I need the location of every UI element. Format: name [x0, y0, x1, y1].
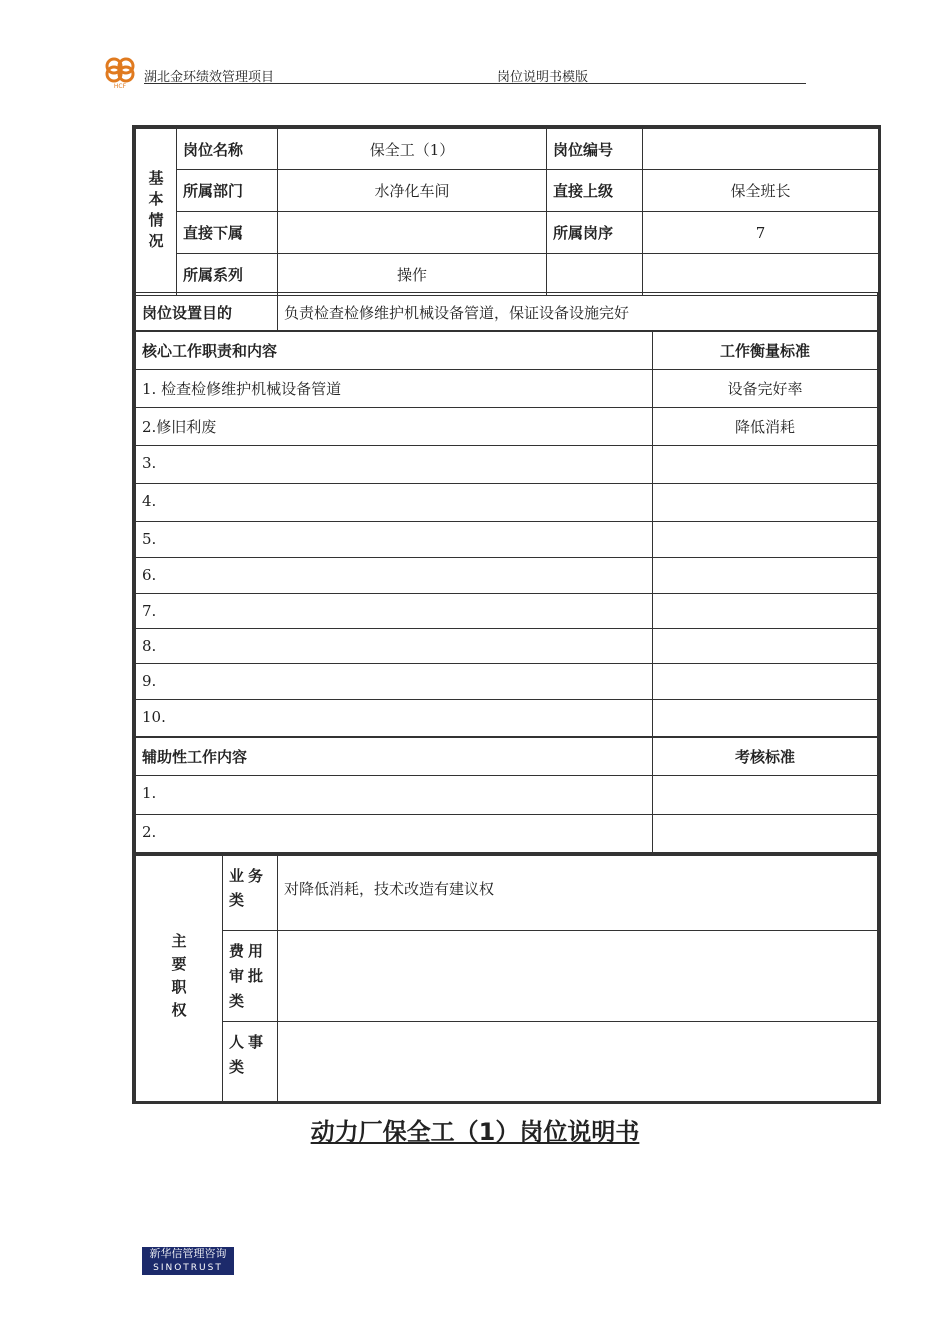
- core-standard-item: [653, 558, 878, 593]
- purpose-label: 岗位设置目的: [136, 293, 278, 332]
- footer-logo: [142, 1247, 234, 1275]
- company-logo: [100, 54, 140, 90]
- powers-section-label: 主要职权: [136, 856, 223, 1102]
- power-value-personnel: [278, 1022, 878, 1102]
- core-duty-item: 2.修旧利废: [136, 407, 653, 445]
- value-direct-superior: 保全班长: [643, 170, 879, 212]
- aux-standard-header: 考核标准: [653, 737, 878, 776]
- aux-duties-table: [132, 736, 881, 853]
- core-standard-item: [653, 521, 878, 557]
- power-category-personnel: 人事类: [223, 1022, 278, 1102]
- footer-logo-line2: SINOTRUST: [153, 1263, 223, 1273]
- aux-standard-item: [653, 776, 878, 814]
- label-series: 所属系列: [177, 254, 278, 296]
- logo-text: HCF: [113, 83, 127, 90]
- value-position-code: [643, 129, 879, 170]
- core-standard-item: [653, 593, 878, 628]
- basic-info-table: [132, 125, 881, 293]
- value-direct-subordinate: [278, 212, 547, 254]
- core-standard-item: [653, 484, 878, 521]
- label-department: 所属部门: [177, 170, 278, 212]
- header-divider: [144, 83, 806, 84]
- core-duty-item: 7.: [136, 593, 653, 628]
- core-duty-item: 6.: [136, 558, 653, 593]
- core-duty-item: 1. 检查检修维护机械设备管道: [136, 370, 653, 407]
- header-doc-type: 岗位说明书模版: [497, 70, 589, 85]
- core-standard-item: [653, 628, 878, 663]
- value-position-name: 保全工（1）: [278, 129, 547, 170]
- core-duty-item: 9.: [136, 664, 653, 699]
- label-position-rank: 所属岗序: [547, 212, 643, 254]
- core-standard-header: 工作衡量标准: [653, 331, 878, 370]
- core-duty-item: 10.: [136, 699, 653, 737]
- core-standard-item: [653, 699, 878, 737]
- power-value-expense: [278, 931, 878, 1022]
- value-position-rank: 7: [643, 212, 879, 254]
- core-standard-item: [653, 446, 878, 484]
- label-direct-subordinate: 直接下属: [177, 212, 278, 254]
- core-duty-item: 3.: [136, 446, 653, 484]
- powers-table: [132, 852, 881, 1104]
- aux-duty-item: 2.: [136, 814, 653, 852]
- basic-section-label: 基本情况: [136, 129, 177, 296]
- value-empty: [643, 254, 879, 296]
- core-standard-item: 设备完好率: [653, 370, 878, 407]
- value-series: 操作: [278, 254, 547, 296]
- label-direct-superior: 直接上级: [547, 170, 643, 212]
- core-standard-item: 降低消耗: [653, 407, 878, 445]
- header-project-name: 湖北金环绩效管理项目: [144, 70, 275, 85]
- power-value-business: 对降低消耗，技术改造有建议权: [278, 856, 878, 931]
- document-title: [0, 1112, 950, 1147]
- label-position-code: 岗位编号: [547, 129, 643, 170]
- footer-logo-line1: 新华信管理咨询: [149, 1247, 227, 1260]
- value-department: 水净化车间: [278, 170, 547, 212]
- label-empty: [547, 254, 643, 296]
- document-title-text: 动力厂保全工（1）岗位说明书: [310, 1118, 640, 1146]
- purpose-value: 负责检查检修维护机械设备管道，保证设备设施完好: [278, 293, 878, 332]
- label-position-name: 岗位名称: [177, 129, 278, 170]
- aux-duty-item: 1.: [136, 776, 653, 814]
- aux-standard-item: [653, 814, 878, 852]
- aux-duties-header: 辅助性工作内容: [136, 737, 653, 776]
- purpose-table: [132, 292, 881, 332]
- core-duty-item: 5.: [136, 521, 653, 557]
- core-duties-header: 核心工作职责和内容: [136, 331, 653, 370]
- core-duty-item: 8.: [136, 628, 653, 663]
- power-category-business: 业务类: [223, 856, 278, 931]
- core-duty-item: 4.: [136, 484, 653, 521]
- core-standard-item: [653, 664, 878, 699]
- core-duties-table: [132, 330, 881, 738]
- power-category-expense: 费用审批类: [223, 931, 278, 1022]
